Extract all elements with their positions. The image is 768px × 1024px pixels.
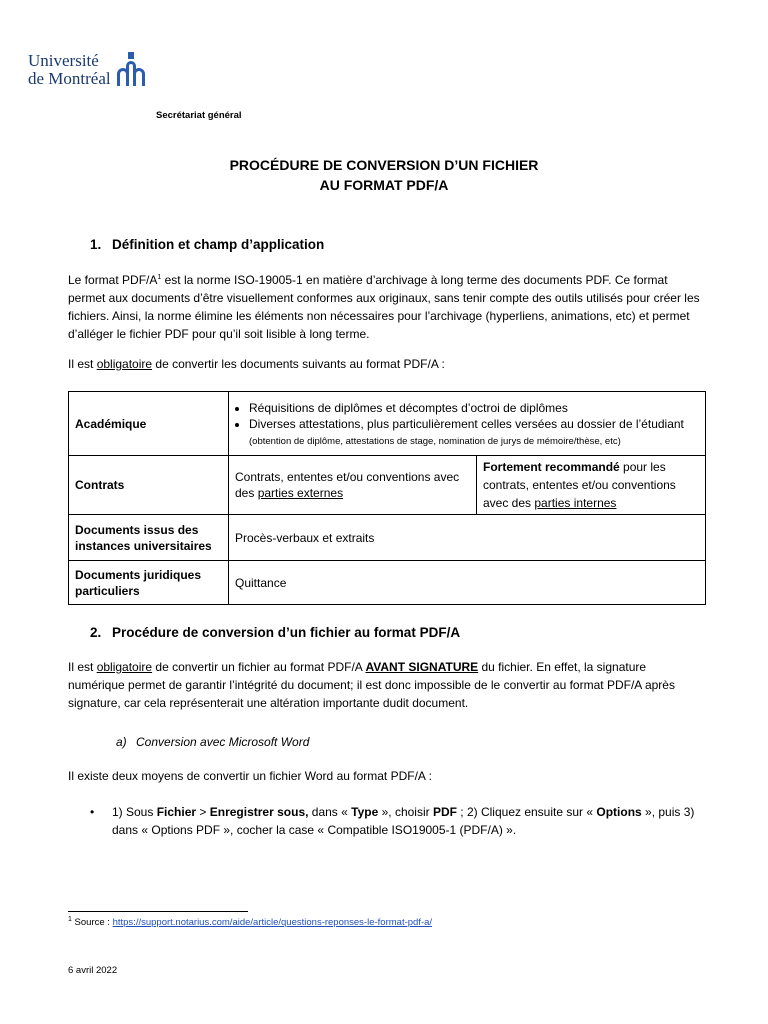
subsection-a-heading [116, 735, 309, 749]
section-2-paragraph [68, 658, 706, 712]
row-label: Contrats [69, 456, 229, 515]
title-line-1: PROCÉDURE DE CONVERSION D’UN FICHIER [229, 157, 539, 173]
section-2-title: Procédure de conversion d’un fichier au format PDF/A [112, 625, 461, 640]
step-bold: Fichier [156, 805, 197, 819]
section-1-paragraph-2 [68, 355, 706, 373]
bullet2-small-text: (obtention de diplôme, attestations de stage, nomination de jurys de mémoire/thèse, etc) [249, 435, 621, 447]
step-text: > [196, 805, 210, 819]
section-1-heading [90, 237, 324, 252]
row-content: Procès-verbaux et extraits [229, 515, 706, 561]
table-row-academique [69, 392, 706, 456]
row-content: Quittance [229, 561, 706, 605]
step-text: ; 2) Cliquez ensuite sur « [456, 805, 597, 819]
para2-text-b: de convertir les documents suivants au format PDF/A : [152, 357, 445, 371]
logo-line-1: Université [28, 51, 99, 70]
row-label: Documents juridiques particuliers [69, 561, 229, 605]
step-text: », choisir [378, 805, 433, 819]
s2-text-c: du fichier. En effet, la signature numérique permet de garantir l’intégrité du document; il est donc impossible de le convertir au format PDF/A après signature, car cela représenterait une altération importante dudit document. [68, 660, 675, 710]
table-row-instances [69, 515, 706, 561]
s2-underlined: obligatoire [96, 660, 153, 674]
document-types-table [68, 391, 706, 605]
list-item [249, 416, 699, 448]
row-label: Documents issus des instances universitaires [69, 515, 229, 561]
footnote-link[interactable]: https://support.notarius.com/aide/article/questions-reponses-le-format-pdf-a/ [112, 917, 433, 928]
table-row-contrats [69, 456, 706, 515]
cell2-bold: Fortement recommandé [483, 460, 620, 474]
list-item: • Réquisitions de diplômes et décomptes d’octroi de diplômes [249, 400, 699, 416]
title-line-2: AU FORMAT PDF/A [319, 177, 449, 193]
word-intro: Il existe deux moyens de convertir un fichier Word au format PDF/A : [68, 769, 432, 783]
bullet2-text: Diverses attestations, plus particulièrement celles versées au dossier de l’étudiant [249, 416, 684, 431]
para2-text-a: Il est [68, 357, 97, 371]
row-content-internal [477, 456, 706, 515]
s2-strong: AVANT SIGNATURE [365, 660, 479, 674]
footnote-number: 1 [68, 915, 72, 923]
cell1-underlined: parties externes [257, 486, 344, 500]
step-bold: PDF [432, 805, 457, 819]
bullet-dot-icon: • [90, 805, 95, 819]
para2-underlined: obligatoire [96, 357, 153, 371]
para1-text-a: Le format PDF/A [68, 273, 158, 287]
cell2-underlined: parties internes [534, 496, 617, 510]
step-bold: Options [596, 805, 642, 819]
subsection-title: Conversion avec Microsoft Word [136, 735, 310, 749]
academic-bullet-list [235, 400, 699, 448]
footnote-ref: 1 [157, 274, 162, 281]
document-title [0, 155, 768, 195]
row-label: Académique [69, 392, 229, 456]
section-1-title: Définition et champ d’application [112, 237, 325, 252]
step-bold: Type [351, 805, 379, 819]
section-2-number: 2. [90, 625, 102, 640]
department-name: Secrétariat général [156, 110, 242, 121]
section-2-heading [90, 625, 460, 640]
subsection-letter: a) [116, 735, 127, 749]
footnote [68, 917, 432, 928]
para1-text-b: est la norme ISO-19005-1 en matière d’archivage à long terme des documents PDF. Ce format permet aux documents d’être visuellement conformes aux originaux, sans tenir compte des outils utilisés pour créer les fichiers. Ainsi, la norme élimine les éléments non nécessaires pour l’archivage (hyperliens, animations, etc) et permet d’alléger le fichier PDF pour qu’il soit lisible à long terme. [68, 273, 700, 341]
step-text: dans « [308, 805, 352, 819]
section-1-number: 1. [90, 237, 102, 252]
s2-text-a: Il est [68, 660, 97, 674]
footnote-label: Source : [71, 917, 113, 928]
word-steps-bullet [112, 803, 712, 839]
cell1-text: Contrats, ententes et/ou conventions avec des [235, 470, 460, 500]
university-logo [28, 52, 198, 102]
logo-arches-icon [116, 52, 148, 88]
table-row-juridiques [69, 561, 706, 605]
section-1-paragraph-1 [68, 271, 706, 343]
row-content-external [229, 456, 477, 515]
cell2-text: pour les contrats, ententes et/ou conventions avec des [483, 460, 676, 510]
step-text: », puis 3) dans « Options PDF », cocher la case « Compatible ISO19005-1 (PDF/A) ». [112, 805, 695, 837]
footnote-separator [68, 911, 248, 912]
step-bold: Enregistrer sous, [209, 805, 309, 819]
s2-text-b: de convertir un fichier au format PDF/A [152, 660, 366, 674]
step-text: 1) Sous [112, 805, 157, 819]
row-content [229, 392, 706, 456]
logo-line-2: de Montréal [28, 69, 111, 88]
document-date: 6 avril 2022 [68, 965, 118, 976]
